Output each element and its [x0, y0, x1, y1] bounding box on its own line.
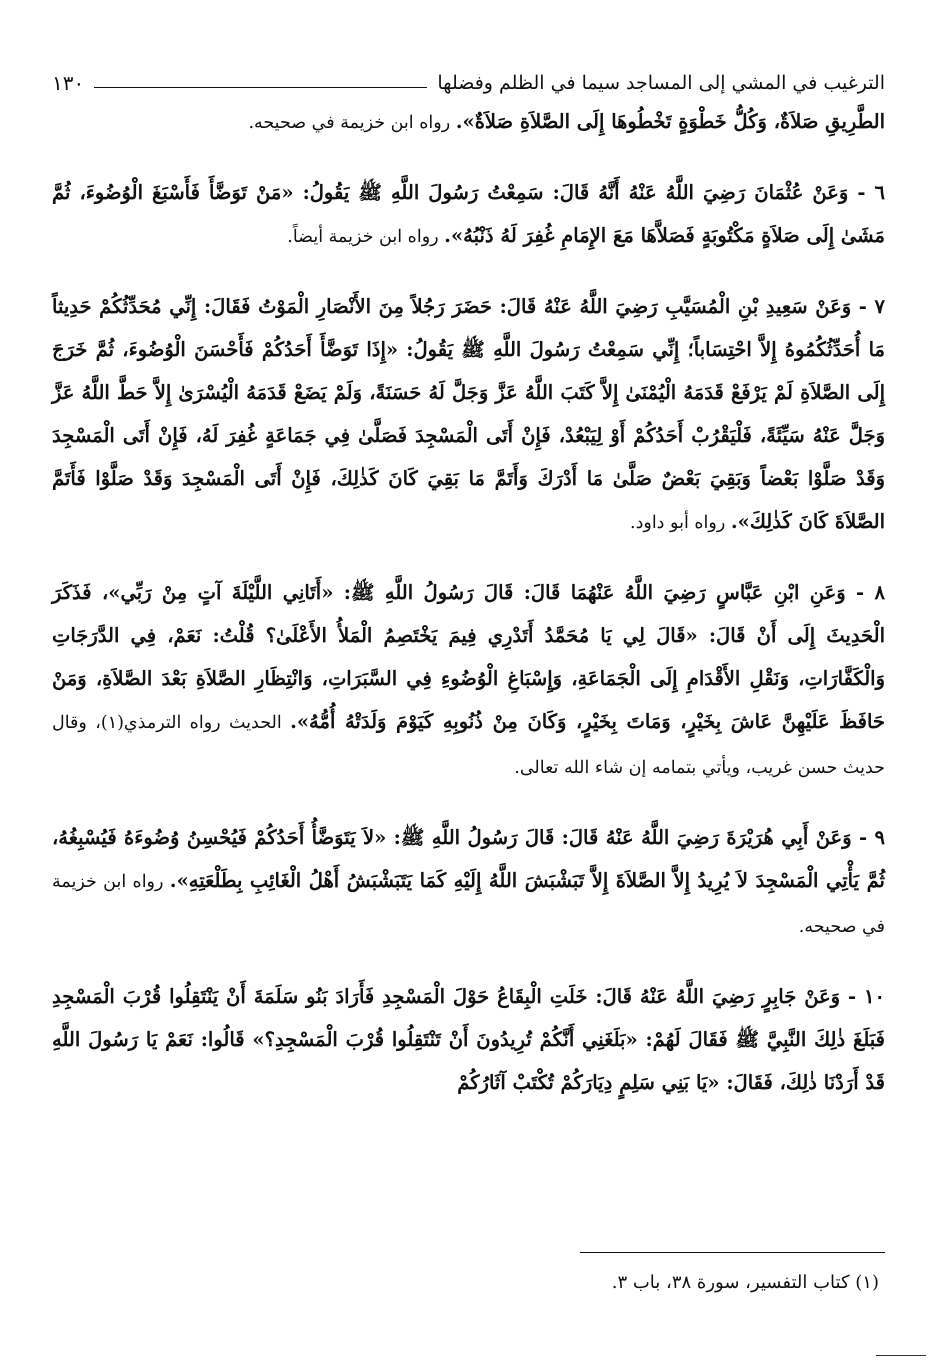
page-body	[52, 60, 885, 1338]
hadith-paragraph-6	[52, 171, 885, 259]
narration-note: رواه ابن خزيمة في صحيحه.	[248, 113, 456, 133]
hadith-number: ٨ -	[856, 581, 885, 604]
hadith-number: ٧ -	[858, 295, 885, 318]
scan-mark	[876, 1355, 926, 1356]
hadith-paragraph-8	[52, 571, 885, 790]
narration-note: رواه أبو داود.	[630, 513, 731, 533]
hadith-paragraph-7	[52, 285, 885, 545]
hadith-text: وَعَنْ عُثْمَانَ رَضِيَ اللَّهُ عَنْهُ أَنَّهُ قَالَ: سَمِعْتُ رَسُولَ اللَّهِ ﷺ يَقُولُ: «مَنْ تَوَضَّأَ فَأَسْبَغَ الْوُضُوءَ، ثُمَّ مَشَىٰ إِلَى صَلاَةٍ مَكْتُوبَةٍ فَصَلاَّهَا مَعَ الإِمَامِ غُفِرَ لَهُ ذَنْبُهُ».	[52, 181, 885, 247]
hadith-text: وَعَنِ ابْنِ عَبَّاسٍ رَضِيَ اللَّهُ عَنْهُمَا قَالَ: قَالَ رَسُولُ اللَّهِ ﷺ: «أَتَانِي اللَّيْلَةَ آتٍ مِنْ رَبِّي»، فَذَكَرَ الْحَدِيثَ إِلَى أَنْ قَالَ: «قَالَ لِي يَا مُحَمَّدُ أَتَدْرِي فِيمَ يَخْتَصِمُ الْمَلأُ الأَعْلَىٰ؟ قُلْتُ: نَعَمْ، فِي الدَّرَجَاتِ وَالْكَفَّارَاتِ، وَنَقْلِ الأَقْدَامِ إِلَى الْجَمَاعَةِ، وَإِسْبَاغِ الْوُضُوءِ فِي السَّبَرَاتِ، وَانْتِظَارِ الصَّلاَةِ بَعْدَ الصَّلاَةِ، وَمَنْ حَافَظَ عَلَيْهِنَّ عَاشَ بِخَيْرٍ، وَمَاتَ بِخَيْرٍ، وَكَانَ مِنْ ذُنُوبِهِ كَيَوْمَ وَلَدَتْهُ أُمُّهُ».	[52, 581, 885, 733]
running-header	[52, 60, 885, 100]
hadith-text: وَعَنْ أَبِي هُرَيْرَةَ رَضِيَ اللَّهُ عَنْهُ قَالَ: قَالَ رَسُولُ اللَّهِ ﷺ: «لاَ يَتَوَضَّأُ أَحَدُكُمْ فَيُحْسِنُ وُضُوءَهُ فَيُسْبِغُهُ، ثُمَّ يَأْتِي الْمَسْجِدَ لاَ يُرِيدُ إِلاَّ الصَّلاَةَ إِلاَّ تَبَشْبَشَ اللَّهُ إِلَيْهِ كَمَا يَتَبَشْبَشُ أَهْلُ الْغَائِبِ بِطَلْعَتِهِ».	[52, 826, 885, 892]
footnote-rule	[580, 1252, 885, 1253]
hadith-text: وَعَنْ سَعِيدِ بْنِ الْمُسَيَّبِ رَضِيَ اللَّهُ عَنْهُ قَالَ: حَضَرَ رَجُلاً مِنَ الأَنْصَارِ الْمَوْتُ فَقَالَ: إِنِّي مُحَدِّثُكُمْ حَدِيثاً مَا أُحَدِّثُكُمُوهُ إِلاَّ احْتِسَاباً؛ إِنِّي سَمِعْتُ رَسُولَ اللَّهِ ﷺ يَقُولُ: «إِذَا تَوَضَّأَ أَحَدُكُمْ فَأَحْسَنَ الْوُضُوءَ، ثُمَّ خَرَجَ إِلَى الصَّلاَةِ لَمْ يَرْفَعْ قَدَمَهُ الْيُمْنَىٰ إِلاَّ كَتَبَ اللَّهُ عَزَّ وَجَلَّ لَهُ حَسَنَةً، وَلَمْ يَضَعْ قَدَمَهُ الْيُسْرَىٰ إِلاَّ حَطَّ اللَّهُ عَزَّ وَجَلَّ عَنْهُ سَيِّئَةً، فَلْيَقْرُبْ أَحَدُكُمْ أَوْ لِيَبْعُدْ، فَإِنْ أَتَى الْمَسْجِدَ فَصَلَّىٰ فِي جَمَاعَةٍ غُفِرَ لَهُ، فَإِنْ أَتَى الْمَسْجِدَ وَقَدْ صَلَّوْا بَعْضاً وَبَقِيَ بَعْضٌ صَلَّىٰ مَا أَدْرَكَ وَأَتَمَّ مَا بَقِيَ كَانَ كَذٰلِكَ، فَإِنْ أَتَى الْمَسْجِدَ وَقَدْ صَلَّوْا فَأَتَمَّ الصَّلاَةَ كَانَ كَذٰلِكَ».	[52, 295, 885, 533]
hadith-number: ١٠ -	[848, 985, 885, 1008]
narration-note: رواه ابن خزيمة أيضاً.	[287, 227, 445, 247]
hadith-text: الطَّرِيقِ صَلاَةٌ، وَكُلُّ خَطْوَةٍ تَخْطُوهَا إِلَى الصَّلاَةِ صَلاَةٌ».	[455, 110, 885, 133]
hadith-paragraph-10	[52, 975, 885, 1106]
hadith-number: ٦ -	[857, 181, 885, 204]
hadith-text: وَعَنْ جَابِرٍ رَضِيَ اللَّهُ عَنْهُ قَالَ: خَلَتِ الْبِقَاعُ حَوْلَ الْمَسْجِدِ فَأَرَادَ بَنُو سَلَمَةَ أَنْ يَنْتَقِلُوا قُرْبَ الْمَسْجِدِ فَبَلَغَ ذٰلِكَ النَّبِيَّ ﷺ فَقَالَ لَهُمْ: «بَلَغَنِي أَنَّكُمْ تُرِيدُونَ أَنْ تَنْتَقِلُوا قُرْبَ الْمَسْجِدِ؟» قَالُوا: نَعَمْ يَا رَسُولَ اللَّهِ قَدْ أَرَدْنَا ذٰلِكَ، فَقَالَ: «يَا بَنِي سَلِمٍ دِيَارَكُمْ تُكْتَبْ آثَارُكُمْ	[52, 985, 885, 1094]
header-title: الترغيب في المشي إلى المساجد سيما في الظلم وفضلها	[437, 72, 885, 94]
narration-note: رواه ابن خزيمة في صحيحه.	[52, 872, 885, 937]
header-rule	[94, 87, 427, 88]
hadith-number: ٩ -	[859, 826, 885, 849]
footnote: (١) كتاب التفسير، سورة ٣٨، باب ٣.	[611, 1272, 879, 1293]
hadith-paragraph-9	[52, 816, 885, 949]
page-number: ١٣٠	[52, 71, 85, 95]
narration-note: الحديث رواه الترمذي(١)، وقال حديث حسن غريب، ويأتي بتمامه إن شاء الله تعالى.	[52, 713, 885, 778]
paragraph-continuation	[52, 100, 885, 145]
